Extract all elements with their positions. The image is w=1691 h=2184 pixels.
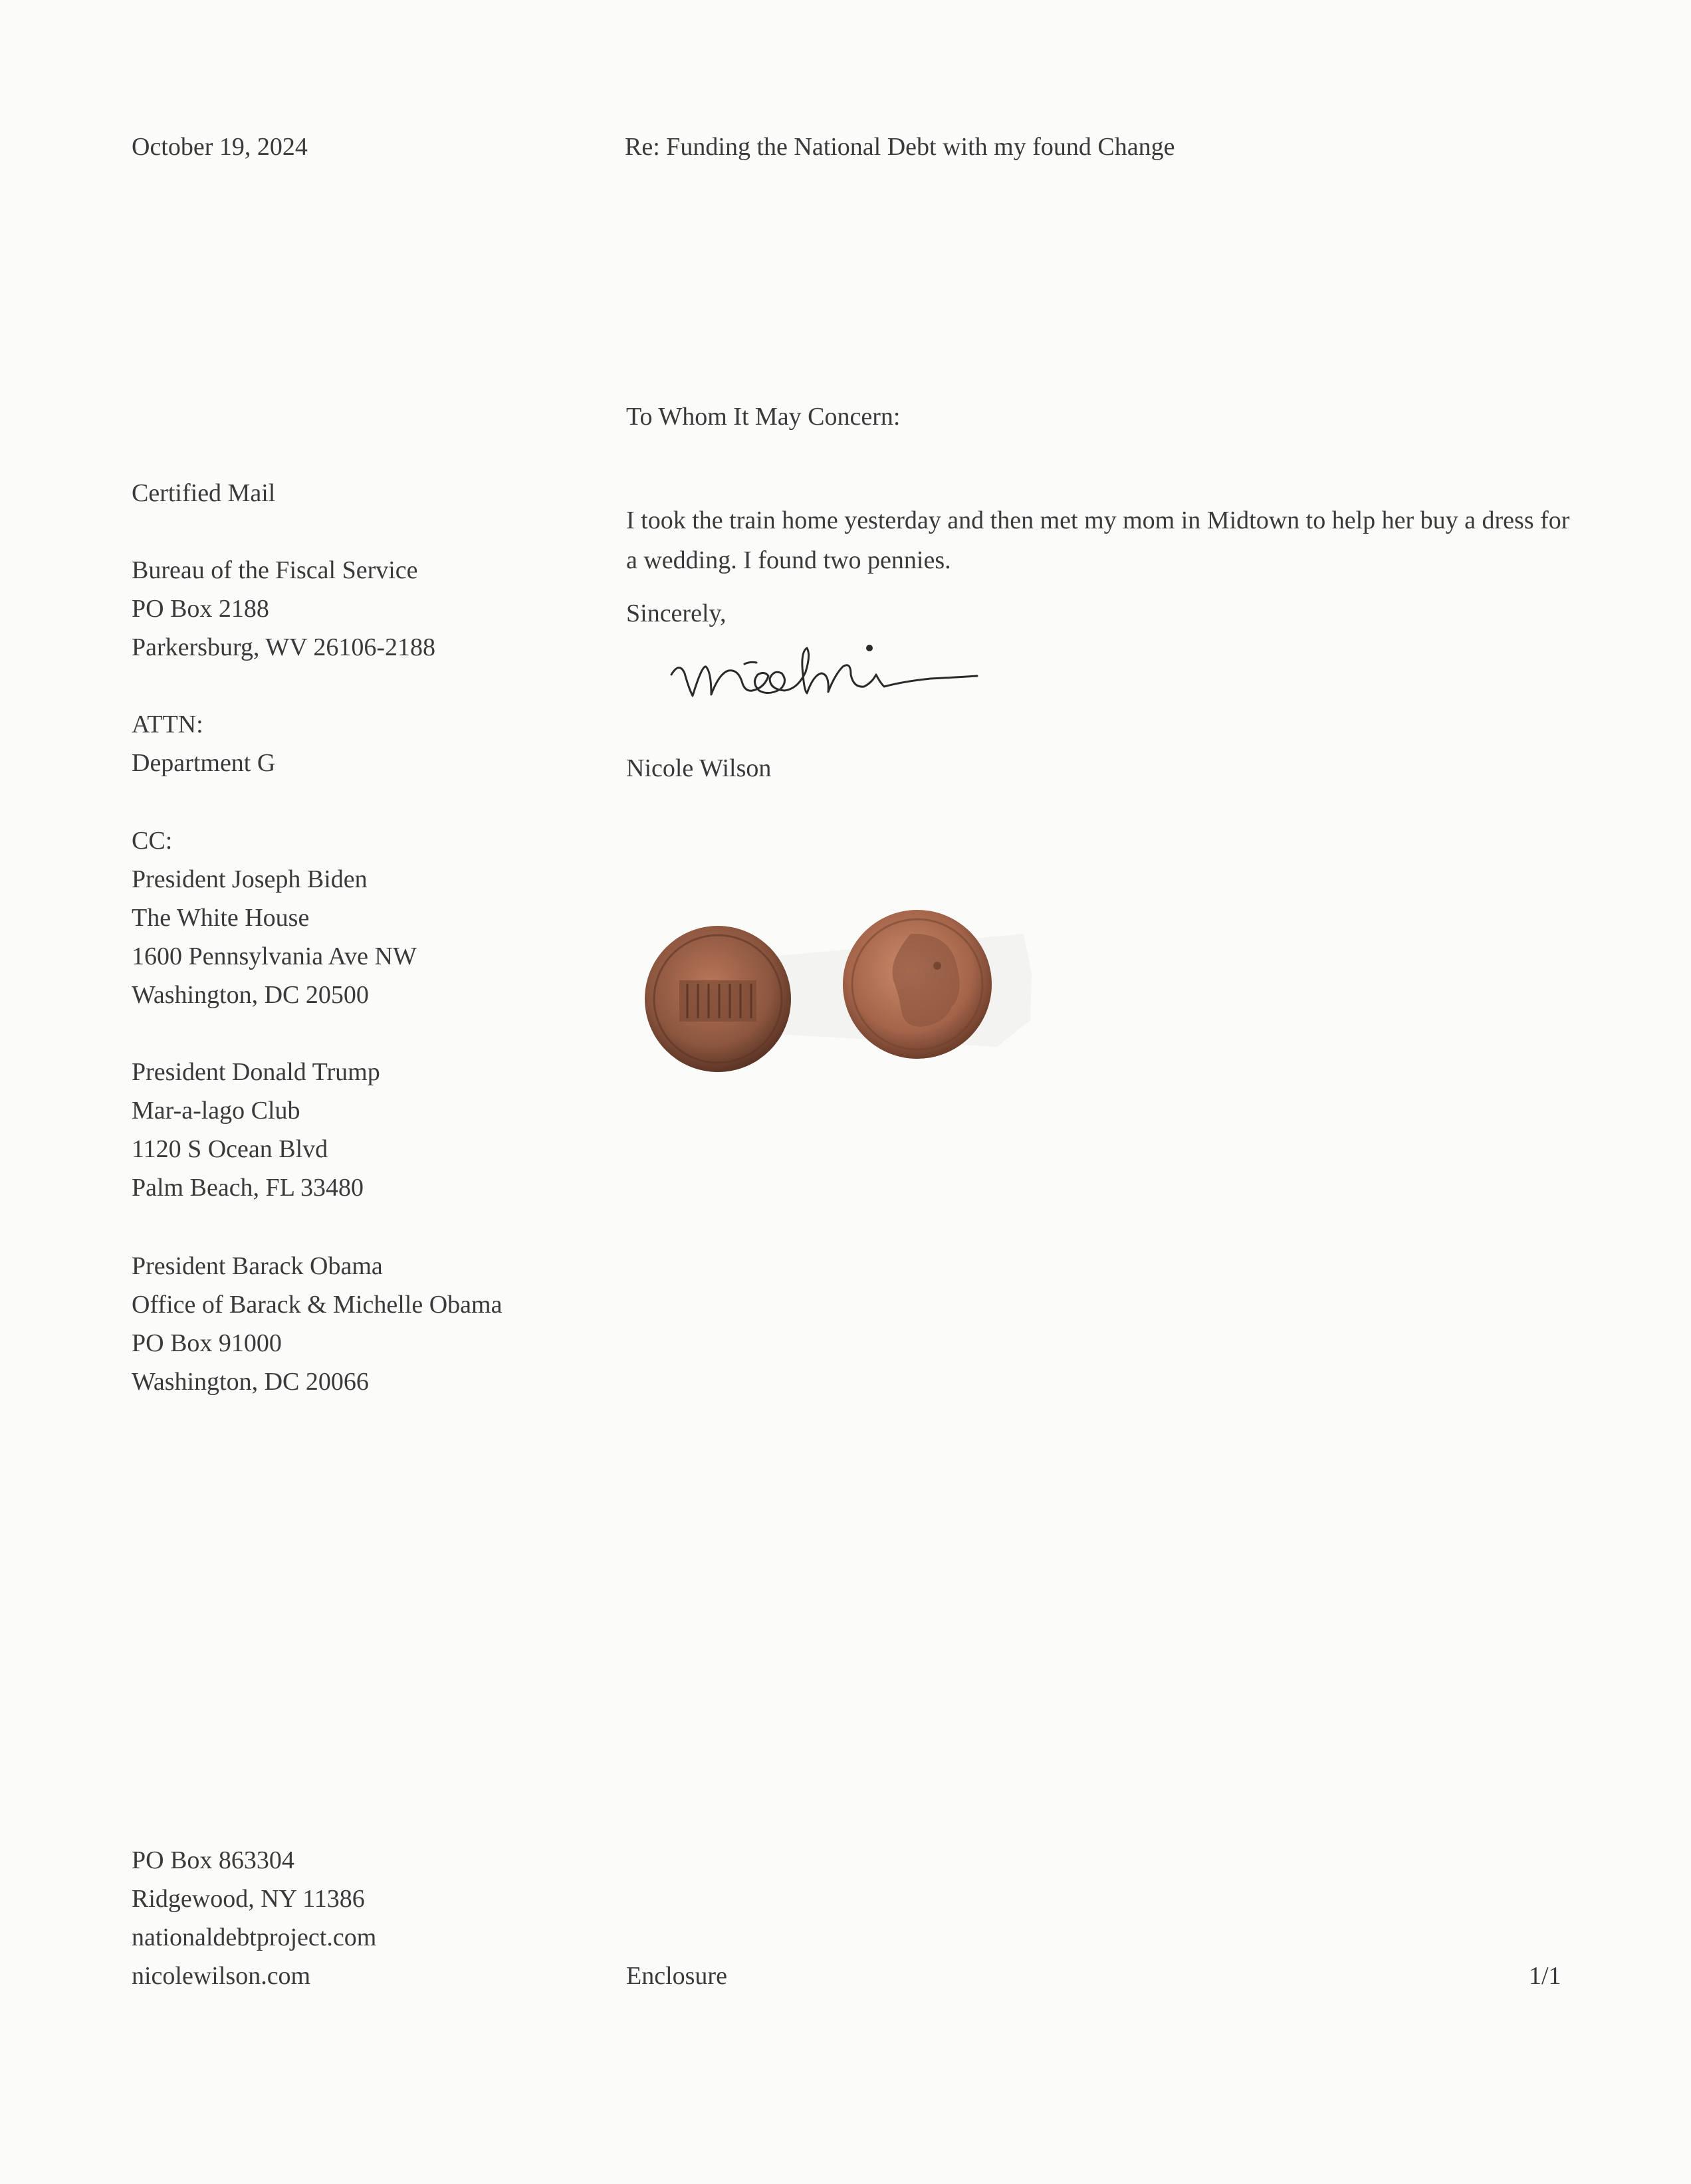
cc-name: President Barack Obama xyxy=(132,1252,383,1280)
cc-org: Office of Barack & Michelle Obama xyxy=(132,1291,503,1319)
recipient-line: Parkersburg, WV 26106-2188 xyxy=(132,633,436,661)
signer-name: Nicole Wilson xyxy=(626,754,772,782)
recipient-address xyxy=(132,551,435,667)
enclosure-label: Enclosure xyxy=(626,1962,727,1990)
cc-org: The White House xyxy=(132,904,310,932)
letter-body: I took the train home yesterday and then met my mom in Midtown to help her buy a dress for a wedding. I found two pennies. xyxy=(626,506,1570,574)
closing: Sincerely, xyxy=(626,600,727,627)
cc-street: 1120 S Ocean Blvd xyxy=(132,1135,328,1163)
cc-block-biden xyxy=(132,821,417,1014)
cc-block-trump xyxy=(132,1053,380,1207)
cc-street: PO Box 91000 xyxy=(132,1329,282,1357)
attn-block xyxy=(132,705,275,782)
sender-po-box: PO Box 863304 xyxy=(132,1846,294,1874)
cc-name: President Donald Trump xyxy=(132,1058,380,1086)
cc-street: 1600 Pennsylvania Ave NW xyxy=(132,942,417,970)
cc-name: President Joseph Biden xyxy=(132,865,368,893)
sender-address xyxy=(132,1841,376,1995)
penny-obverse xyxy=(843,910,992,1059)
letter-date: October 19, 2024 xyxy=(132,133,308,161)
mailing-method: Certified Mail xyxy=(132,479,276,507)
enclosed-pennies xyxy=(625,894,1117,1093)
penny-reverse xyxy=(645,926,791,1072)
attn-label: ATTN: xyxy=(132,710,203,738)
sender-website-link[interactable]: nicolewilson.com xyxy=(132,1962,311,1990)
recipient-line: Bureau of the Fiscal Service xyxy=(132,556,418,584)
cc-city: Washington, DC 20066 xyxy=(132,1368,369,1396)
sender-city: Ridgewood, NY 11386 xyxy=(132,1885,365,1913)
cc-block-obama xyxy=(132,1247,502,1401)
recipient-line: PO Box 2188 xyxy=(132,595,269,623)
attn-value: Department G xyxy=(132,749,276,777)
salutation: To Whom It May Concern: xyxy=(626,403,901,431)
cc-label: CC: xyxy=(132,827,173,855)
cc-city: Palm Beach, FL 33480 xyxy=(132,1174,364,1202)
cc-city: Washington, DC 20500 xyxy=(132,981,369,1009)
page-number: 1/1 xyxy=(1529,1962,1561,1990)
cc-org: Mar-a-lago Club xyxy=(132,1097,300,1125)
sender-website-link[interactable]: nationaldebtproject.com xyxy=(132,1923,377,1951)
letter-subject: Re: Funding the National Debt with my found Change xyxy=(625,133,1175,161)
handwritten-signature xyxy=(665,635,1024,721)
